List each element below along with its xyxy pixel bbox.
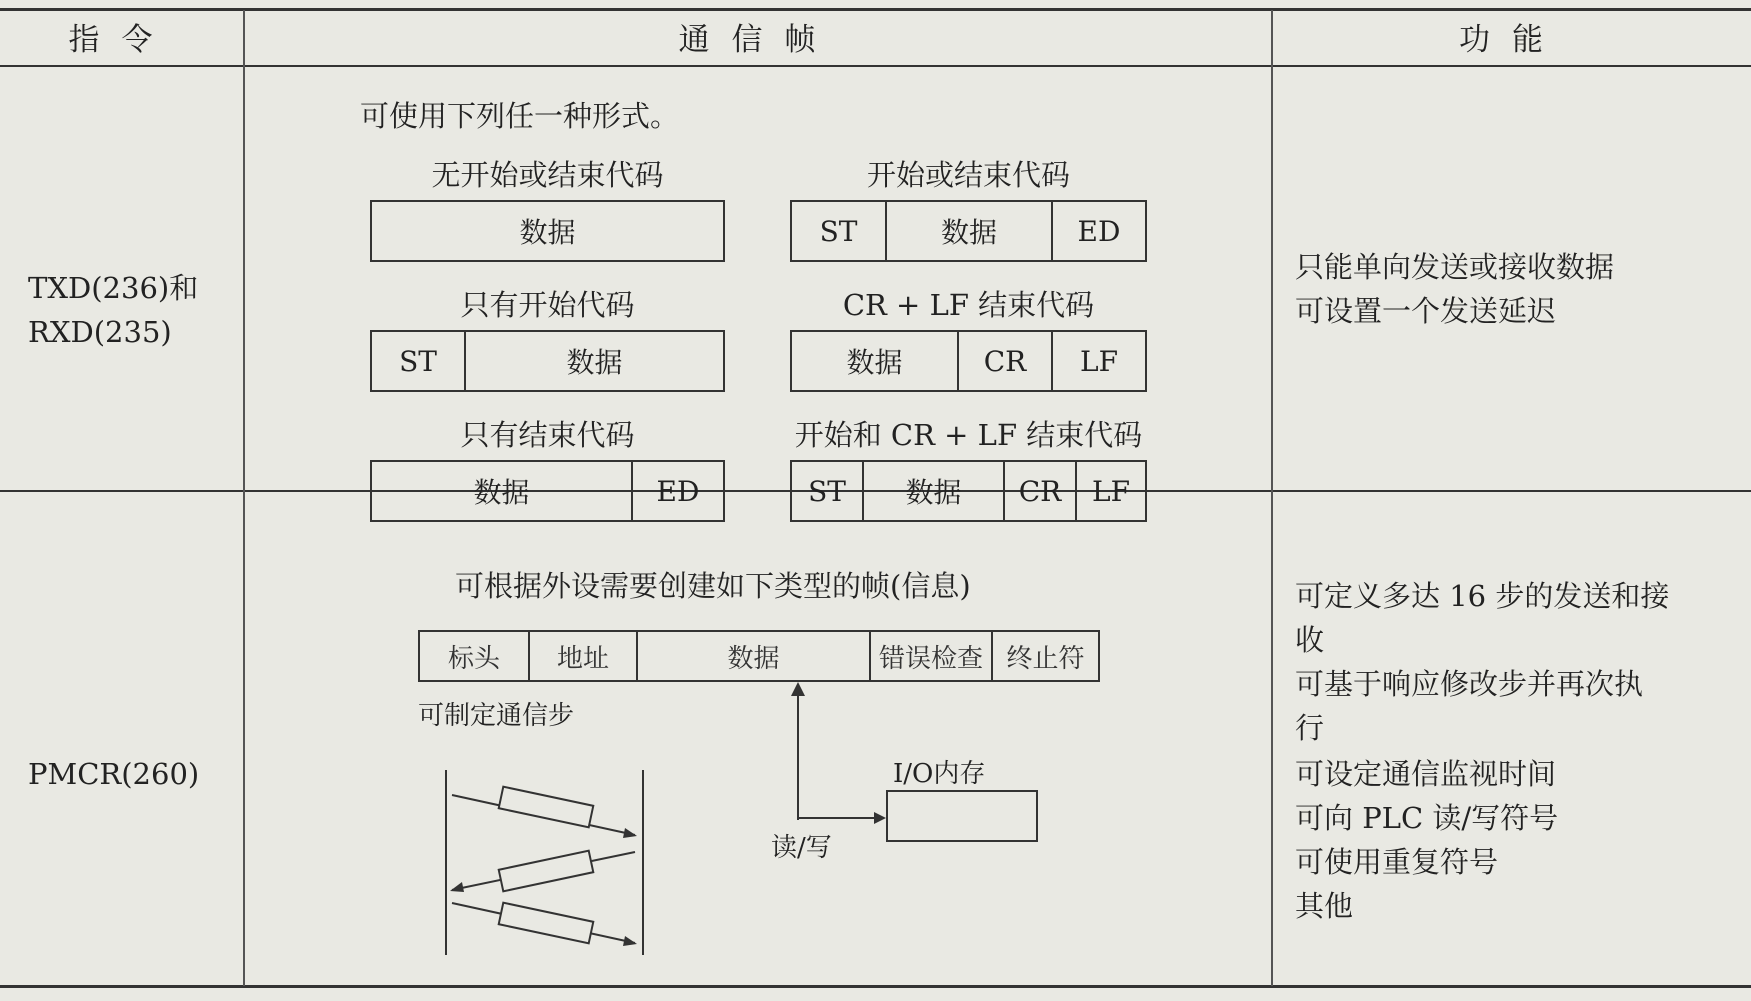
segment-ed: ED [656, 474, 700, 508]
format-caption-4: CR + LF 结束代码 [842, 288, 1095, 322]
io-arrowhead [791, 682, 805, 696]
format-caption-1: 无开始或结束代码 [431, 158, 664, 192]
format-caption-5: 只有结束代码 [460, 418, 635, 452]
format-frame-4 [790, 330, 1147, 392]
function-line-1: 可定义多达 16 步的发送和接 [1295, 579, 1670, 613]
segment-lf: LF [1091, 474, 1131, 508]
table-bottom-rule [0, 985, 1751, 988]
step-diagram [430, 760, 660, 960]
header-instruction: 指令 [68, 22, 175, 58]
io-memory-box [886, 790, 1038, 842]
segment-data: 数据 [372, 462, 633, 520]
send-arrowhead-1 [623, 828, 637, 838]
io-memory-label: I/O内存 [893, 759, 986, 789]
segment-data: 数据 [519, 216, 576, 249]
send-arrowhead-2 [623, 936, 637, 946]
function-line-3: 可基于响应修改步并再次执 [1295, 667, 1644, 701]
segment-address: 地址 [530, 632, 638, 680]
function-line-2: 收 [1295, 623, 1325, 657]
format-frame-6 [790, 460, 1147, 522]
function-line-7: 可使用重复符号 [1295, 845, 1499, 879]
message-1 [499, 787, 594, 828]
function-line-1: 只能单向发送或接收数据 [1295, 250, 1615, 284]
message-2 [499, 851, 594, 892]
format-frame-1 [370, 200, 725, 262]
row2-intro: 可根据外设需要创建如下类型的帧(信息) [455, 569, 971, 603]
function-line-2: 可设置一个发送延迟 [1295, 294, 1557, 328]
io-arrow [780, 680, 890, 830]
table-top-rule [0, 8, 1751, 11]
header-frame: 通信帧 [678, 22, 838, 58]
row1-intro: 可使用下列任一种形式。 [360, 99, 680, 133]
function-line-8: 其他 [1295, 889, 1354, 923]
format-frame-3 [370, 330, 725, 392]
step-label: 可制定通信步 [418, 701, 575, 731]
segment-st: ST [792, 202, 887, 260]
header-function: 功能 [1459, 22, 1565, 58]
function-line-4: 行 [1295, 711, 1325, 745]
segment-st: ST [372, 332, 466, 390]
read-write-label: 读/写 [771, 833, 832, 863]
format-caption-2: 开始或结束代码 [866, 158, 1070, 192]
reply-arrowhead [450, 882, 464, 892]
segment-data: 数据 [887, 202, 1053, 260]
io-arrowhead-right [874, 812, 886, 824]
instruction-rxd: RXD(235) [28, 315, 172, 349]
format-caption-3: 只有开始代码 [460, 288, 635, 322]
segment-st: ST [792, 462, 864, 520]
pmcr-frame [418, 630, 1100, 682]
segment-terminator: 终止符 [1006, 643, 1085, 674]
instruction-pmcr: PMCR(260) [28, 757, 200, 791]
segment-header: 标头 [420, 632, 530, 680]
segment-error-check: 错误检查 [871, 632, 993, 680]
segment-data: 数据 [792, 332, 959, 390]
function-line-6: 可向 PLC 读/写符号 [1295, 801, 1559, 835]
column-divider-1 [243, 10, 245, 986]
format-frame-2 [790, 200, 1147, 262]
segment-data: 数据 [864, 462, 1005, 520]
segment-data: 数据 [638, 632, 871, 680]
instruction-txd: TXD(236)和 [28, 271, 199, 305]
segment-cr: CR [959, 332, 1053, 390]
segment-data: 数据 [566, 346, 623, 379]
format-frame-5 [370, 460, 725, 522]
function-line-5: 可设定通信监视时间 [1295, 757, 1557, 791]
format-caption-6: 开始和 CR + LF 结束代码 [794, 418, 1143, 452]
column-divider-2 [1271, 10, 1273, 986]
segment-lf: LF [1079, 344, 1119, 378]
header-rule [0, 65, 1751, 67]
segment-cr: CR [1005, 462, 1077, 520]
segment-ed: ED [1077, 214, 1121, 248]
message-3 [499, 903, 594, 944]
